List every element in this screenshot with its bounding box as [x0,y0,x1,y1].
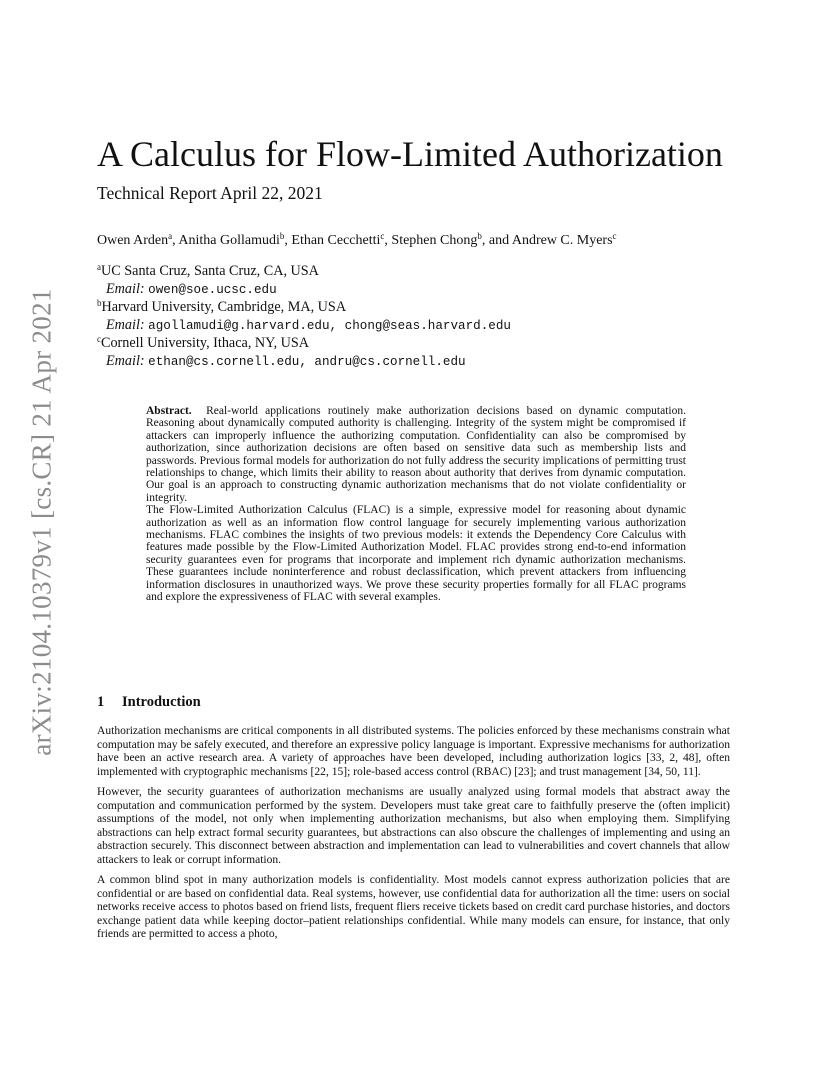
body-paragraph: However, the security guarantees of authorization mechanisms are usually analyzed using formal models that abstract away the computation and communication performed by the system. Developers must take great care to faithfully preserve the (often implicit) assumptions of the model, not only when implementing authorization mechanisms, but also when employing them. Simplifying abstractions can help extract formal security guarantees, but abstractions can also obscure the challenges of implementing and using an abstraction securely. This disconnect between abstraction and implementation can lead to vulnerabilities and covert channels that allow attackers to leak or corrupt information. [97,786,730,866]
affiliation-email-line [97,353,697,372]
section-heading [97,694,201,711]
author-affiliation-mark: c [380,231,385,241]
email-addresses[interactable]: owen@soe.ucsc.edu [148,282,277,297]
author-affiliation-mark: b [279,231,285,241]
affiliation-name: Harvard University, Cambridge, MA, USA [101,299,347,316]
abstract-paragraph-1 [146,405,686,504]
body-paragraph: Authorization mechanisms are critical components in all distributed systems. The policies enforced by these mechanisms constrain what computation may be safely executed, and therefore an expressive policy language is important. Expressive mechanisms for authorization have been an active research area. A variety of approaches have been developed, including authorization logics [33, 2, 48], often implemented with cryptographic mechanisms [22, 15]; role-based access control (RBAC) [23]; and trust management [34, 50, 11]. [97,725,730,778]
affiliation-name: UC Santa Cruz, Santa Cruz, CA, USA [101,263,319,279]
author-separator: , [284,233,292,248]
email-addresses[interactable]: ethan@cs.cornell.edu, andru@cs.cornell.edu [148,354,466,369]
author-list [97,233,617,249]
author-name: Ethan Cecchetti [291,233,381,248]
affiliation-email-line [97,317,697,336]
affiliation-mark: b [97,298,102,309]
affiliation-list [97,263,697,372]
email-addresses[interactable]: agollamudi@g.harvard.edu, chong@seas.harvard.edu [148,318,511,333]
author-name: Owen Arden [97,233,169,248]
section-title: Introduction [122,694,201,710]
affiliation [97,299,697,317]
abstract-paragraph-2: The Flow-Limited Authorization Calculus (FLAC) is a simple, expressive model for reasoning about dynamic authorization as well as an information flow control language for securely implementing various authorization mechanisms. FLAC combines the insights of two previous models: it extends the Dependency Core Calculus with features made possible by the Flow-Limited Authorization Model. FLAC provides strong end-to-end information security guarantees even for programs that incorporate and implement rich dynamic authorization mechanisms. These guarantees include noninterference and robust declassification, which prevent attackers from influencing information disclosures in unauthorized ways. We prove these security properties formally for all FLAC programs and explore the expressiveness of FLAC with several examples. [146,504,686,604]
email-label: Email: [106,316,145,333]
affiliation-name: Cornell University, Ithaca, NY, USA [101,335,310,352]
body-paragraph: A common blind spot in many authorization models is confidentiality. Most models cannot express authorization policies that are confidential or are based on confidential data. Real systems, however, use confidential data for authorization all the time: users on social networks receive access to photos based on friend lists, frequent fliers receive tickets based on credit card purchase histories, and doctors exchange patient data while keeping doctor–patient relationships confidential. While many models can ensure, for instance, that only friends are permitted to access a photo, [97,874,730,940]
email-label: Email: [106,280,145,297]
author-name: Stephen Chong [391,233,478,248]
section-number: 1 [97,694,105,710]
affiliation [97,335,697,353]
author-separator: , [172,233,179,248]
author-name: Andrew C. Myers [511,233,613,248]
arxiv-watermark [20,283,64,761]
author-separator: , [384,233,392,248]
author-affiliation-mark: c [612,231,617,241]
abstract [146,405,686,604]
paper-subtitle: Technical Report April 22, 2021 [97,183,323,203]
affiliation-mark: c [97,334,101,345]
abstract-text-1: Real-world applications routinely make authorization decisions based on dynamic computation. Reasoning about dynamically computed authority is challenging. Integrity of the system might be compromised if attackers can improperly influence the authorizing computation. Confidentiality can also be compromised by authorization, since authorization decisions are often based on sensitive data such as membership lists and passwords. Previous formal models for authorization do not fully address the security implications of permitting trust relationships to change, which limits their ability to reason about authority that derives from dynamic computation. Our goal is an approach to constructing dynamic authorization mechanisms that do not violate confidentiality or integrity. [146,405,686,504]
arxiv-id: arXiv:2104.10379v1 [cs.CR] 21 Apr 2021 [26,288,57,756]
section-body [97,725,730,949]
affiliation-email-line [97,281,697,300]
affiliation [97,263,697,281]
author-affiliation-mark: b [477,231,482,241]
paper-title: A Calculus for Flow-Limited Authorization [97,134,723,174]
author-affiliation-mark: a [168,231,173,241]
author-name: Anitha Gollamudi [178,233,280,248]
affiliation-mark: a [97,262,101,272]
email-label: Email: [106,352,145,369]
author-separator: , and [481,233,512,248]
abstract-label: Abstract. [146,405,192,417]
